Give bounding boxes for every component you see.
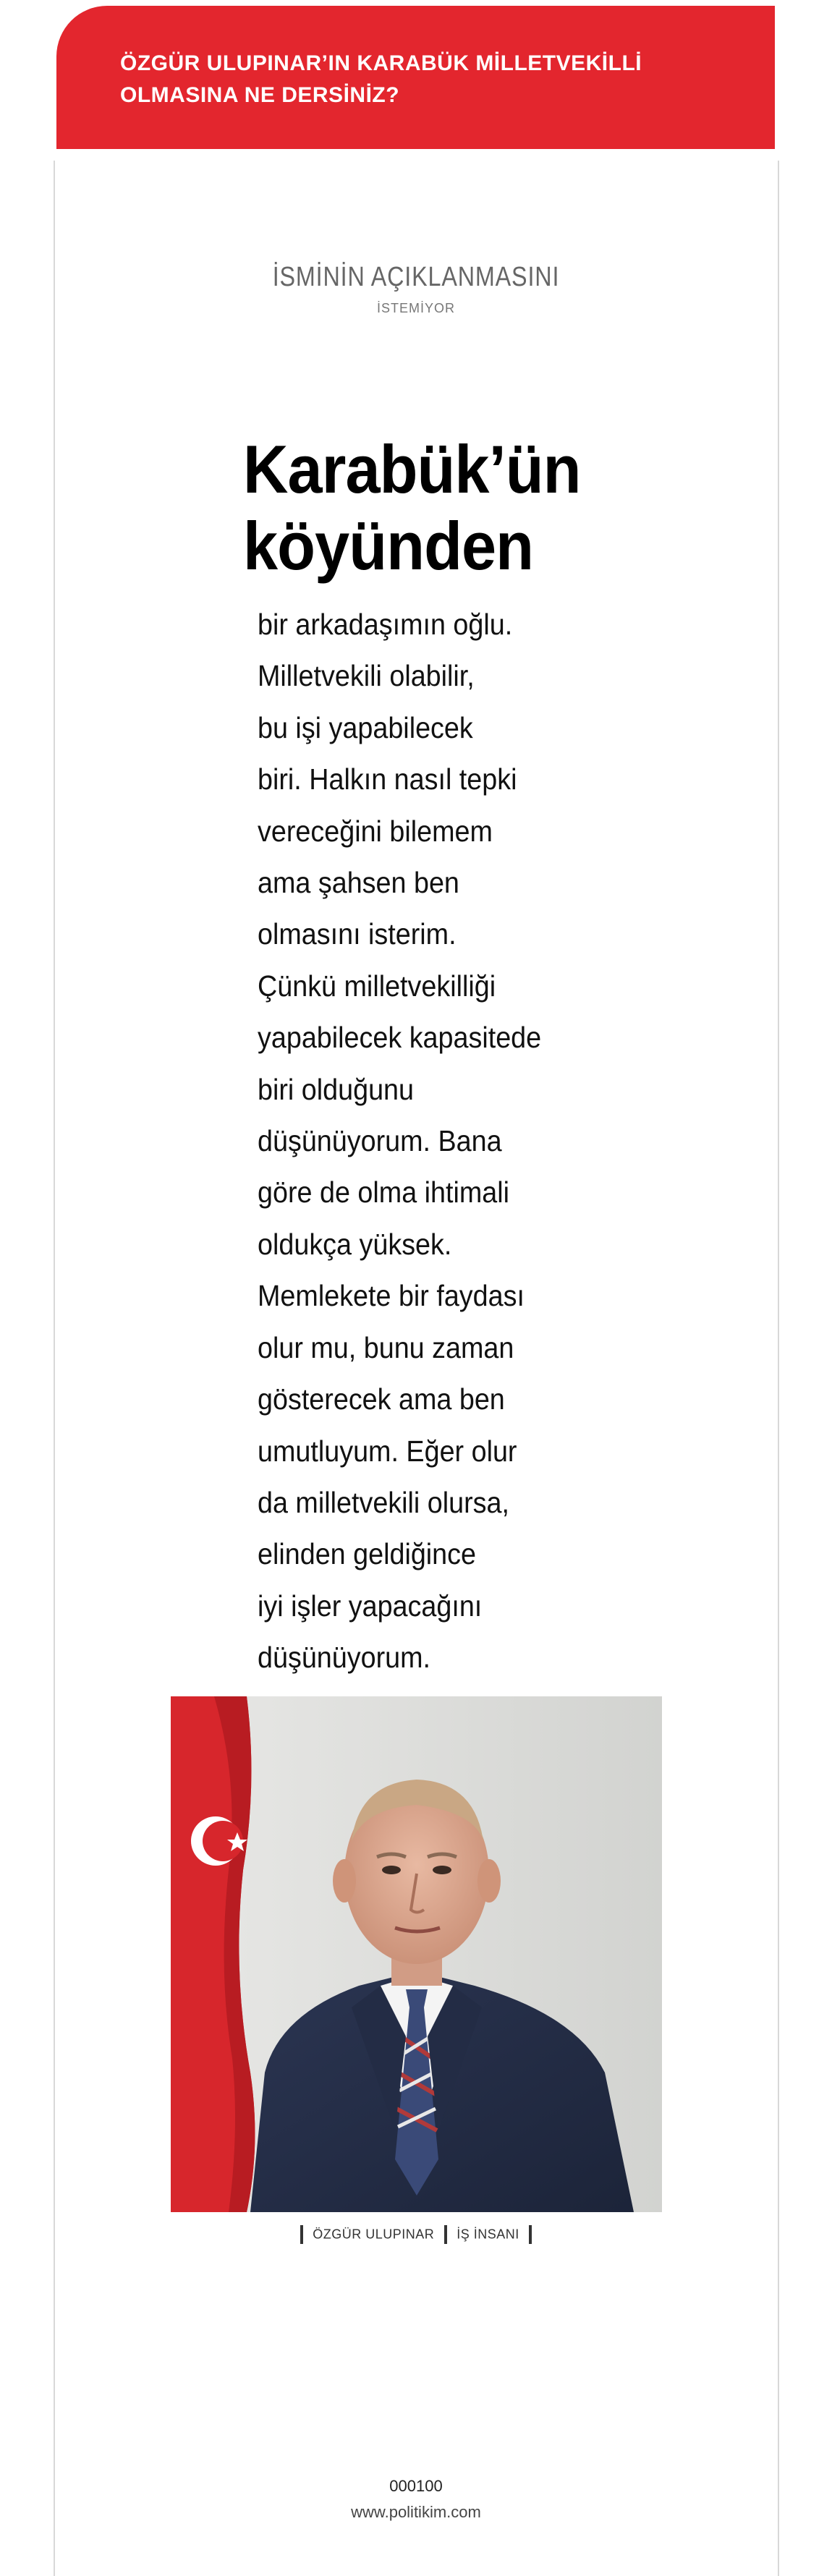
body-line: da milletvekili olursa, xyxy=(258,1485,509,1519)
body-line: oldukça yüksek. xyxy=(258,1227,452,1261)
banner-title-line-2: OLMASINA NE DERSİNİZ? xyxy=(120,83,400,107)
portrait-photo xyxy=(171,1696,662,2212)
portrait-illustration xyxy=(171,1696,662,2212)
respondent-sub-kicker: İSTEMİYOR xyxy=(376,301,455,315)
body-line: umutluyum. Eğer olur xyxy=(258,1434,517,1468)
banner-title xyxy=(120,48,746,111)
body-line: biri olduğunu xyxy=(258,1072,415,1106)
body-line: olur mu, bunu zaman xyxy=(258,1330,514,1364)
body-line: olmasını isterim. xyxy=(258,917,457,951)
right-column-rule xyxy=(778,161,779,2576)
body-line: bir arkadaşımın oğlu. xyxy=(258,608,513,641)
caption-role: İŞ İNSANI xyxy=(457,2227,519,2242)
body-line: bu işi yapabilecek xyxy=(258,710,473,744)
body-line: biri. Halkın nasıl tepki xyxy=(258,762,517,796)
footer-url[interactable]: www.politikim.com xyxy=(351,2503,481,2521)
quote-headline xyxy=(243,431,642,585)
left-column-rule xyxy=(54,161,55,2576)
quote-body xyxy=(258,599,603,1684)
body-line: Milletvekili olabilir, xyxy=(258,659,475,693)
caption-name: ÖZGÜR ULUPINAR xyxy=(313,2227,435,2242)
body-line: Memlekete bir faydası xyxy=(258,1279,525,1313)
footer-code: 000100 xyxy=(389,2477,443,2495)
headline-line-2: köyünden xyxy=(243,508,534,584)
body-line: Çünkü milletvekilliği xyxy=(258,969,496,1003)
respondent-kicker: İSMİNİN AÇIKLANMASINI xyxy=(272,262,560,292)
body-line: ama şahsen ben xyxy=(258,866,459,900)
body-line: düşünüyorum. Bana xyxy=(258,1124,502,1158)
caption-divider xyxy=(444,2225,447,2244)
headline-line-1: Karabük’ün xyxy=(243,431,581,507)
body-line: vereceğini bilemem xyxy=(258,814,493,848)
photo-caption xyxy=(0,2225,832,2244)
banner-title-line-1: ÖZGÜR ULUPINAR’IN KARABÜK MİLLETVEKİLLİ xyxy=(120,51,642,75)
body-line: iyi işler yapacağını xyxy=(258,1589,483,1623)
body-line: göre de olma ihtimali xyxy=(258,1176,510,1210)
caption-divider xyxy=(300,2225,303,2244)
body-line: gösterecek ama ben xyxy=(258,1382,505,1416)
body-line: yapabilecek kapasitede xyxy=(258,1021,542,1055)
question-banner xyxy=(56,6,775,149)
body-line: elinden geldiğince xyxy=(258,1537,477,1571)
caption-divider xyxy=(529,2225,532,2244)
body-line: düşünüyorum. xyxy=(258,1641,431,1675)
